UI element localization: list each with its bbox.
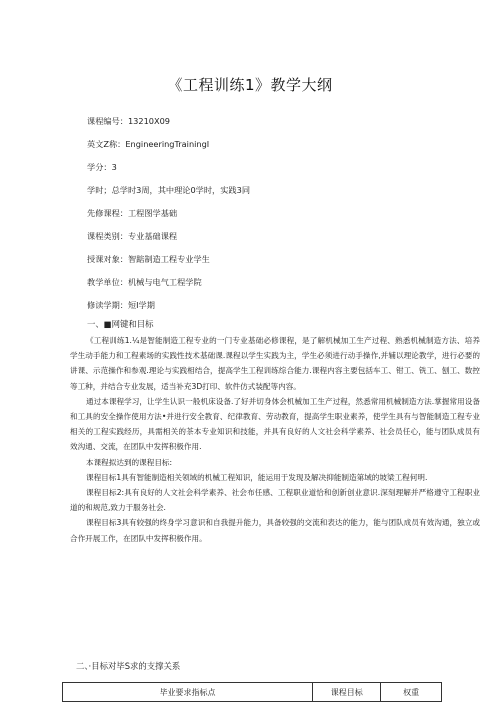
course-code: 课程编号：13210X09 (87, 116, 171, 126)
paragraph-goal-1: 课程目标1具有智能制造相关领域的机械工程知识，能运用于发现及解决抑能制造第域的坡梁工程何明. (86, 472, 428, 482)
target-students: 授课对象：智踮制造工程专业学生 (87, 254, 210, 264)
table-header-row (63, 683, 442, 702)
english-name: 英文Z称：EngineeringTrainingI (87, 139, 210, 149)
section-1-heading: 一、■网键和目标 (87, 319, 154, 329)
table-header-weight: 权重 (381, 683, 442, 702)
table-header-indicator: 毕业要求指标点 (63, 683, 313, 702)
section-2-heading: 二、·目标对毕S求的支撑关系 (76, 661, 181, 671)
semester: 修读学期：短I学期 (87, 300, 155, 310)
paragraph-learning: 通过本课程学习，让学生认识一般机床设备.了好并切身体会机械加工生产过程，然悉常用机械制造方法.掌握常用设备和工具的安全操作使用方法•并进行安全教育、纪律教育、劳动教育，提高学生职业素养，使学生具有与智能制造工程专业相关的工程实践经历，具需相关的茶本专业知识和技能，并具有良好的人文社会科学素养、社会员任心，能与团队成员有效沟通、交流，在团队中发挥积极作用. (70, 396, 480, 452)
teaching-unit: 教学单位：机械与电气工程学院 (87, 277, 202, 287)
prerequisite: 先修课程：工程图学基础 (87, 208, 178, 218)
course-category: 课程类别：专业基础课程 (87, 231, 178, 241)
paragraph-goal-3: 课程目标3具有较强的终身学习意识和自我提升能力，具备较强的交流和表达的能力，能与团队成员有效沟通，独立或合作开展工作，在团队中发挥积极作用。 (70, 518, 480, 543)
course-meta (87, 116, 467, 323)
table-header-objective: 课程目标 (313, 683, 381, 702)
document-title: 《工程训练1》教学大纲 (167, 76, 333, 94)
section-1-body (70, 333, 480, 546)
requirements-table (62, 682, 442, 702)
paragraph-intro: 《工程训练1.¼是智能制造工程专业的一门专业基础必修课程，是了解机械加工生产过程、熟悉机械制造方法、培养学生动手能力和工程素场的实践性技术基础课.课程以学生实践为主，学生必须进行动手操作,并辅以理论教学，进行必要的讲课、示范操作和参观.理论与实践相结合，提高学生工程训练综合能力.课程内容主要包括车工、钳工、铣工、刨工、数控等工种，并结合专业发展，适当补充3D打印、软件仿式装配等内容。 (70, 336, 480, 391)
paragraph-goals-intro: 本课程拟达到的课程目标: (86, 457, 173, 467)
credits: 学分：3 (87, 162, 117, 172)
paragraph-goal-2: 课程目标2:具有良好的人文社会科学素养、社会布任感、工程职业道恰和创新创业意识.深刻理解并严格遵守工程职业道的和规范,致力于服务社会. (70, 488, 480, 513)
class-hours: 学时；总学时3周，其中理论0学时，实践3同 (87, 185, 251, 195)
